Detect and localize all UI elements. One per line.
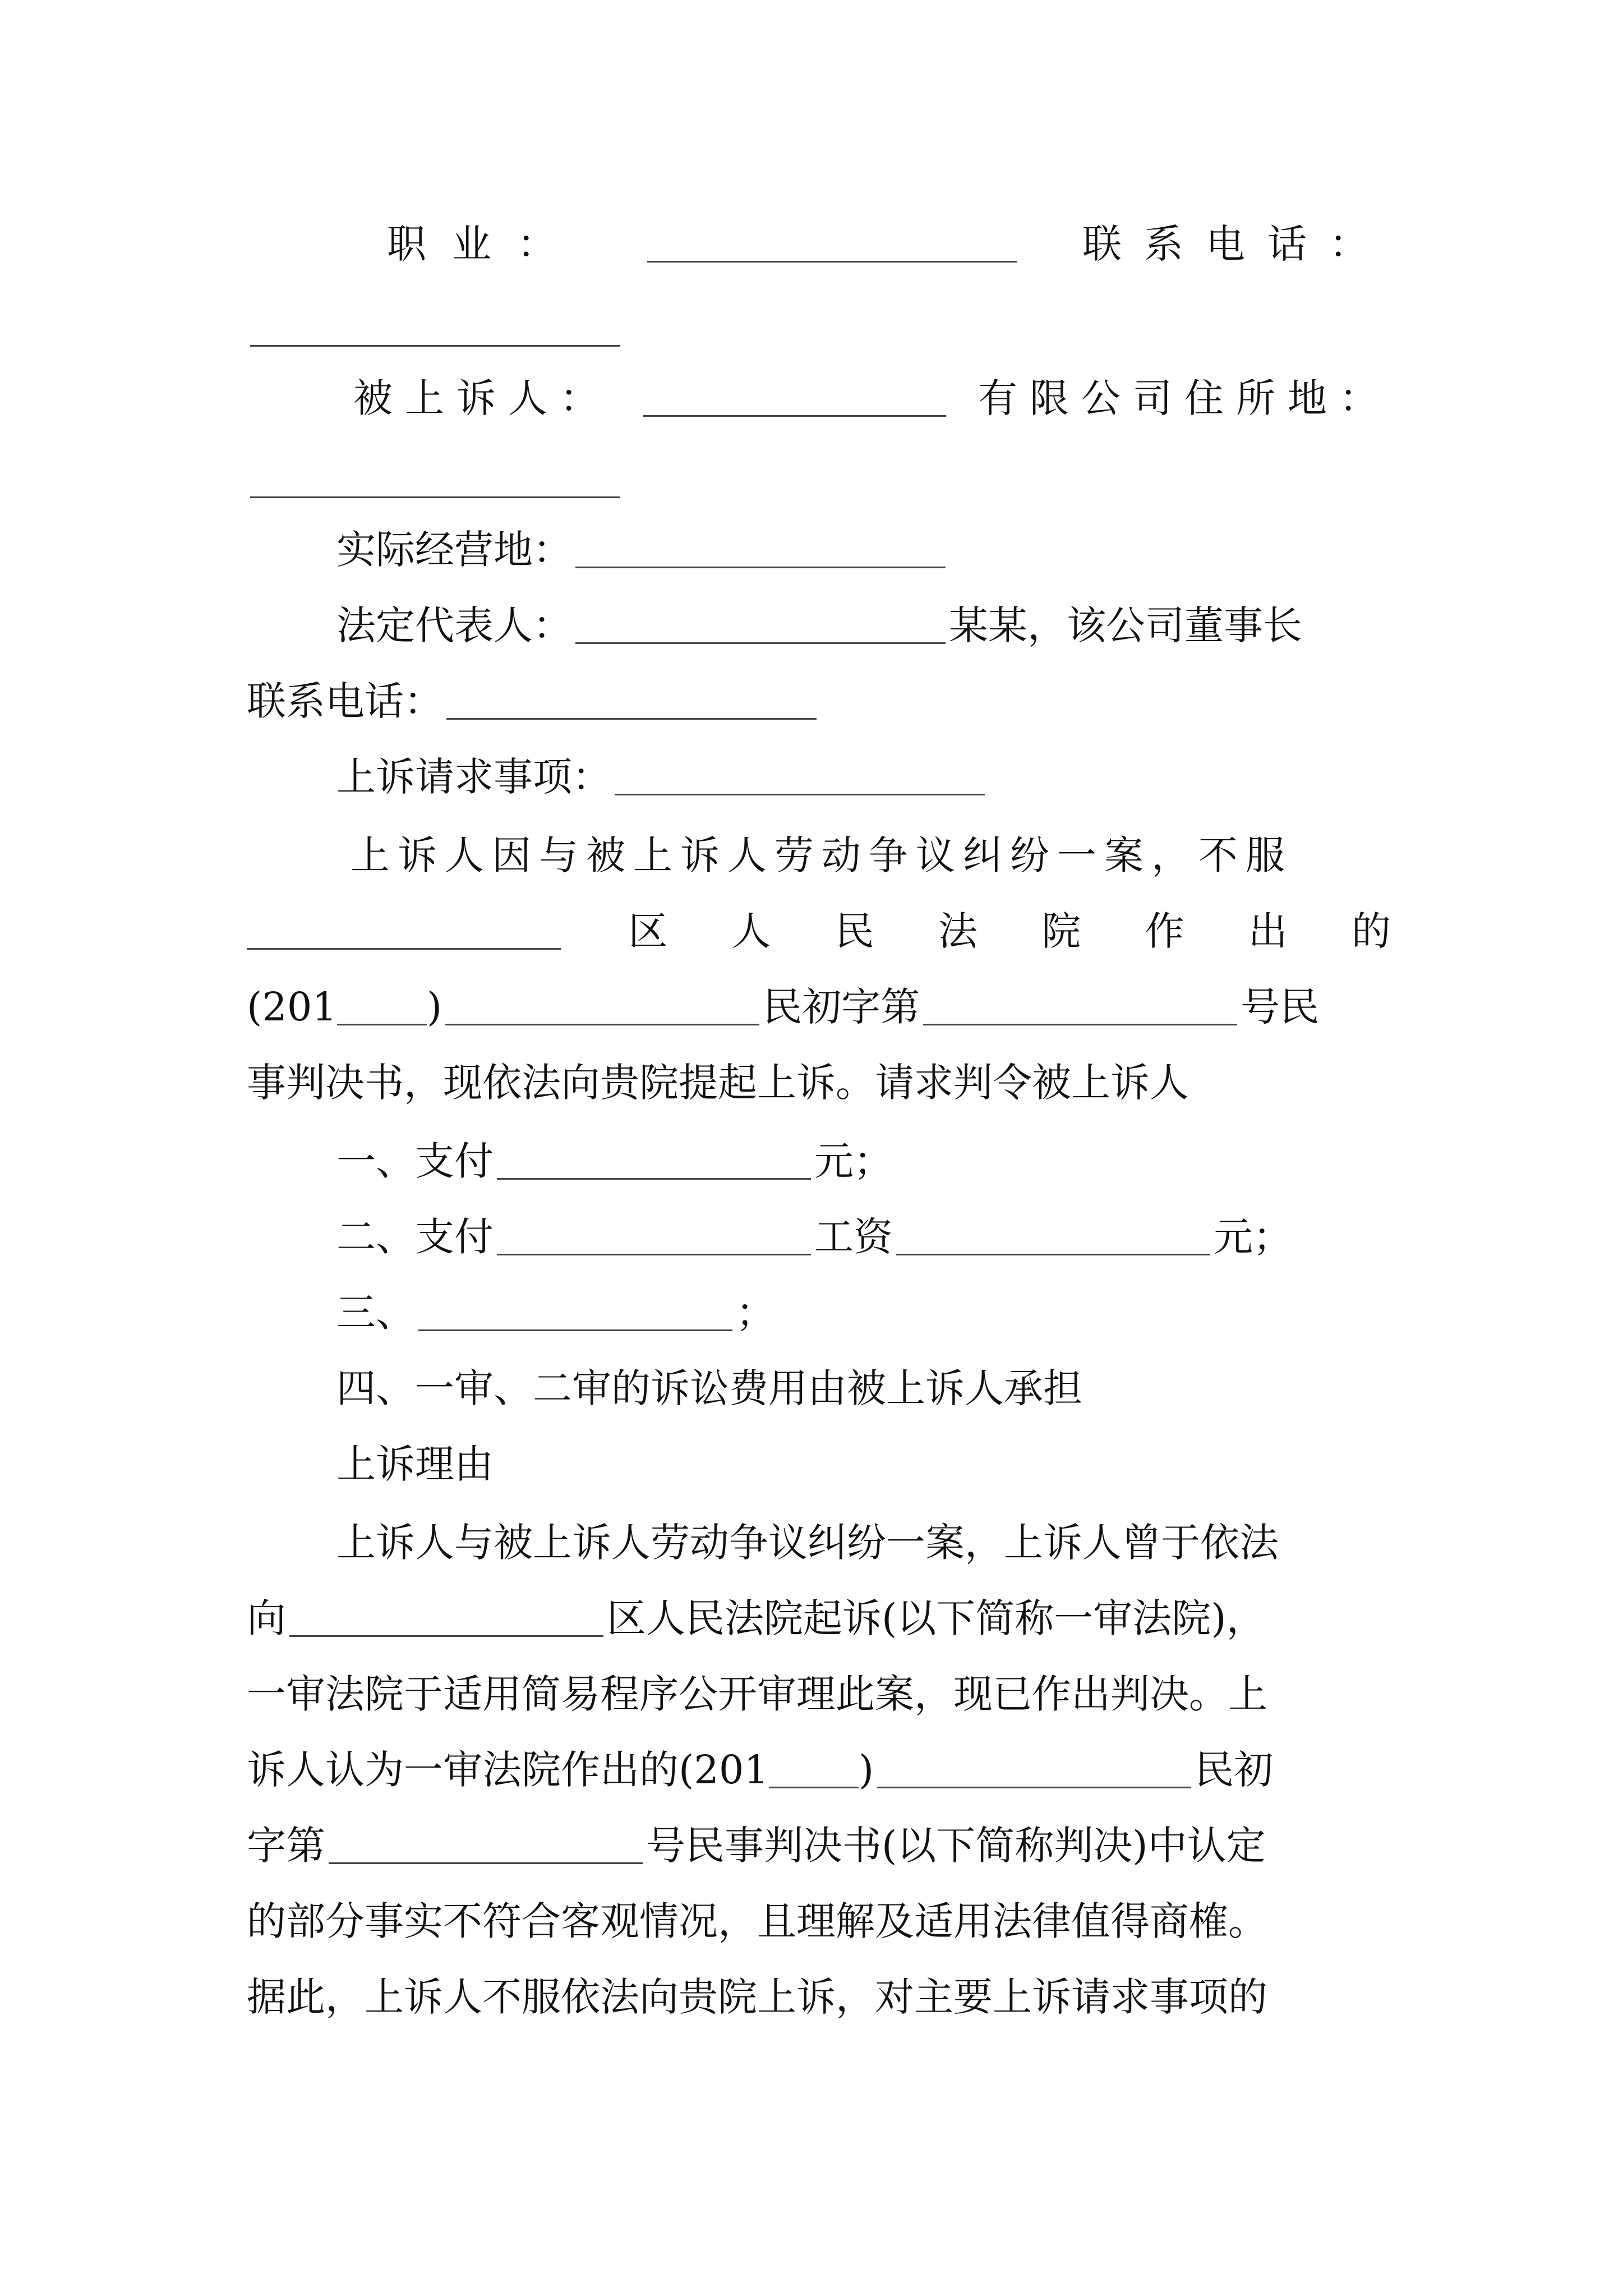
reason-number-blank	[329, 1828, 643, 1864]
request-1-text: 一、支付	[336, 1138, 494, 1184]
occupation-blank	[647, 226, 1017, 263]
request-4-text: 四、一审、二审的诉讼费用由被上诉人承担	[336, 1365, 1082, 1411]
reason-heading-text: 上诉理由	[336, 1441, 494, 1487]
reason-line-3	[247, 1663, 1391, 1725]
case-number-label: 民初字第	[763, 984, 920, 1030]
request-1-blank	[497, 1143, 811, 1180]
respondent-line	[353, 367, 1391, 429]
respondent-label: 被上诉人：	[353, 375, 611, 421]
appeal-request-label: 上诉请求事项：	[336, 754, 611, 800]
request-2-unit: 元；	[1214, 1214, 1292, 1260]
request-3-end: ；	[736, 1290, 775, 1336]
intro-line-3	[247, 976, 1391, 1038]
contact-label: 联系电话：	[1082, 221, 1391, 267]
operating-place-line	[336, 519, 1391, 581]
reason-case-blank	[877, 1752, 1191, 1788]
operating-place-blank	[575, 532, 946, 568]
legal-rep-blank	[575, 608, 946, 644]
reason-line-2	[247, 1588, 1391, 1649]
reason-year-blank	[769, 1752, 859, 1788]
respondent-contact-label: 联系电话：	[247, 678, 443, 724]
legal-rep-note: 某某，该公司董事长	[949, 602, 1302, 648]
case-year-blank	[337, 989, 427, 1025]
reason-text-4c: 民初	[1195, 1747, 1274, 1793]
company-address-label: 有限公司住所地：	[978, 375, 1391, 421]
request-3-text: 三、	[336, 1290, 415, 1336]
intro-char: 出	[1248, 908, 1288, 954]
reason-text-4a: 诉人认为一审法院作出的(201	[247, 1747, 769, 1793]
respondent-blank	[643, 380, 946, 417]
request-2-wage: 工资	[814, 1214, 893, 1260]
intro-char: 民	[834, 908, 874, 954]
address-blank	[250, 462, 620, 498]
case-number-suffix: 号民	[1241, 984, 1320, 1030]
intro-text-1: 上诉人因与被上诉人劳动争议纠纷一案，不服	[351, 832, 1293, 878]
occupation-line	[387, 213, 1391, 275]
intro-char: 区	[628, 908, 668, 954]
reason-heading	[336, 1433, 1391, 1495]
operating-place-label: 实际经营地：	[336, 527, 572, 573]
intro-char: 作	[1145, 908, 1184, 954]
intro-char: 的	[1352, 908, 1391, 954]
reason-line-5	[247, 1815, 1391, 1876]
request-1	[336, 1130, 1391, 1192]
reason-text-5b: 号民事判决书(以下简称判决)中认定	[646, 1823, 1266, 1869]
case-number-blank	[923, 989, 1237, 1025]
reason-text-5a: 字第	[247, 1823, 325, 1869]
request-3	[336, 1282, 1391, 1343]
intro-line-1	[351, 825, 1391, 886]
reason-text-2b: 区人民法院起诉(以下简称一审法院)，	[607, 1595, 1266, 1641]
legal-rep-label: 法定代表人：	[336, 602, 572, 648]
request-2	[336, 1206, 1391, 1268]
case-year-suffix: )	[426, 984, 442, 1030]
contact-blank-line	[247, 297, 1391, 359]
request-4	[336, 1358, 1391, 1419]
district-blank	[247, 913, 561, 950]
case-year-prefix: (201	[247, 984, 337, 1030]
appeal-request-blank	[615, 759, 985, 795]
reason-text-2a: 向	[247, 1595, 286, 1641]
appeal-request-line	[336, 746, 1391, 808]
request-1-unit: 元；	[814, 1138, 893, 1184]
intro-char: 法	[938, 908, 978, 954]
legal-rep-line	[336, 595, 1391, 656]
reason-text-3: 一审法院于适用简易程序公开审理此案，现已作出判决。上	[247, 1671, 1267, 1717]
reason-text-1: 上诉人与被上诉人劳动争议纠纷一案，上诉人曾于依法	[336, 1520, 1279, 1566]
respondent-contact-line	[247, 670, 1391, 732]
reason-line-6	[247, 1890, 1391, 1952]
request-2-blank-b	[896, 1219, 1210, 1255]
intro-text-4: 事判决书，现依法向贵院提起上诉。请求判令被上诉人	[247, 1060, 1189, 1106]
address-blank-line	[247, 449, 1391, 510]
occupation-label: 职业：	[387, 221, 582, 267]
intro-char: 人	[731, 908, 771, 954]
respondent-contact-blank	[446, 683, 817, 720]
intro-char: 院	[1041, 908, 1081, 954]
contact-blank	[250, 310, 620, 347]
intro-line-2	[247, 900, 1391, 962]
request-3-blank	[418, 1295, 732, 1331]
reason-line-7	[247, 1966, 1391, 2028]
reason-line-4	[247, 1739, 1391, 1801]
reason-text-6: 的部分事实不符合客观情况，且理解及适用法律值得商榷。	[247, 1898, 1267, 1944]
reason-text-7: 据此，上诉人不服依法向贵院上诉，对主要上诉请求事项的	[247, 1974, 1267, 2020]
request-2-blank-a	[497, 1219, 811, 1255]
intro-line-4	[247, 1052, 1391, 1114]
reason-court-blank	[289, 1600, 603, 1637]
reason-line-1	[336, 1512, 1391, 1573]
reason-text-4b: )	[858, 1747, 874, 1793]
request-2-text: 二、支付	[336, 1214, 494, 1260]
case-court-blank	[445, 989, 759, 1025]
